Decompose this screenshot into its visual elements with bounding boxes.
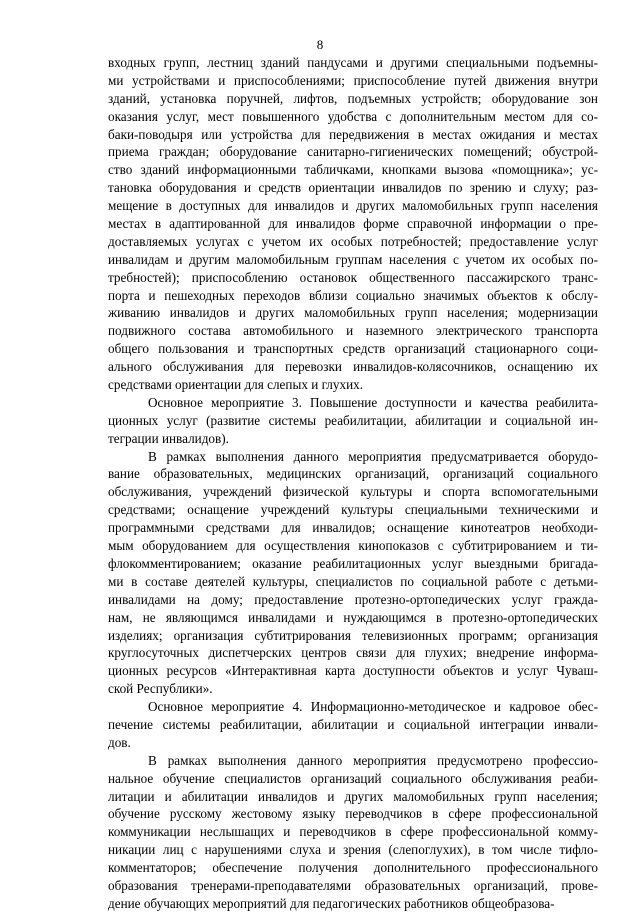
paragraph [108, 54, 598, 394]
text-line: дов. [108, 734, 131, 750]
text-line: Основное мероприятие 3. Повышение доступности и качества реабилита- [148, 394, 598, 410]
text-line: зданий, установка поручней, лифтов, подъемных устройств; оборудование зон [108, 90, 598, 106]
text-line: требностей); приспособлению остановок общественного пассажирского транс- [108, 269, 598, 285]
text-line: круглосуточных диспетчерских центров связи для глухих; внедрение информа- [108, 645, 598, 661]
text-line: инвалидами на дому; предоставление протезно-ортопедических услуг гражда- [108, 591, 598, 607]
text-line: ционных услуг (развитие системы реабилитации, абилитации и социальной ин- [108, 412, 598, 428]
document-body [108, 54, 598, 913]
text-line: мещение в доступных для инвалидов и других маломобильных групп населения [108, 198, 598, 214]
text-line: ального обслуживания для перевозки инвалидов-колясочников, оснащению их [108, 359, 598, 375]
text-line: теграции инвалидов). [108, 430, 229, 446]
text-line: обслуживания, учреждений физической культуры и спорта вспомогательными [108, 484, 598, 500]
text-line: дение обучающих мероприятий для педагогических работников общеобразова- [108, 895, 555, 911]
text-line: нам, не являющимся инвалидами и нуждающимся в протезно-ортопедических [108, 609, 598, 625]
text-line: ской Республики». [108, 681, 213, 697]
paragraph [108, 752, 598, 913]
text-line: программными средствами для инвалидов; оснащение кинотеатров необходи- [108, 520, 598, 536]
text-line: изделиях; организация субтитрирования телевизионных программ; организация [108, 627, 598, 643]
text-line: доставляемых услугах с учетом их особых потребностей; предоставление услуг [108, 233, 598, 249]
text-line: порта и пешеходных переходов вблизи социально значимых объектов к обслу- [108, 287, 598, 303]
text-line: образования тренерами-преподавателями образовательных организаций, прове- [108, 877, 598, 893]
text-line: комментаторов; обеспечение получения дополнительного профессионального [108, 860, 598, 876]
text-line: живанию инвалидов и других маломобильных групп населения; модернизации [108, 305, 598, 321]
text-line: средствами; оснащение учреждений культуры специальными техническими и [108, 502, 598, 518]
text-line: тановка оборудования и средств ориентации инвалидов по зрению и слуху; раз- [108, 180, 598, 196]
text-line: коммуникации неслышащих и переводчиков в сфере профессиональной комму- [108, 824, 598, 840]
text-line: литации и абилитации инвалидов и других маломобильных групп населения; [108, 788, 598, 804]
text-line: Основное мероприятие 4. Информационно-методическое и кадровое обес- [148, 699, 598, 715]
paragraph [108, 394, 598, 448]
text-line: флокомментированием; оказание реабилитационных услуг выездными бригада- [108, 555, 598, 571]
text-line: инвалидам и другим маломобильным группам населения с учетом их особых по- [108, 251, 598, 267]
text-line: подвижного состава автомобильного и наземного электрического транспорта [108, 323, 598, 339]
text-line: В рамках выполнения данного мероприятия предусматривается оборудо- [148, 448, 598, 464]
text-line: ми в составе деятелей культуры, специалистов по социальной работе с детьми- [108, 573, 598, 589]
text-line: ство зданий информационными табличками, кнопками вызова «помощника»; ус- [108, 162, 598, 178]
text-line: нальное обучение специалистов организаций социального обслуживания реаби- [108, 770, 598, 786]
text-line: мым оборудованием для осуществления кинопоказов с субтитрированием и ти- [108, 538, 598, 554]
text-line: ми устройствами и приспособлениями; приспособление путей движения внутри [108, 72, 598, 88]
text-line: никации лиц с нарушениями слуха и зрения (слепоглухих), в том числе тифло- [108, 842, 598, 858]
text-line: приема граждан; оборудование санитарно-гигиенических помещений; обустрой- [108, 144, 598, 160]
text-line: ционных ресурсов «Интерактивная карта доступности объектов и услуг Чуваш- [108, 663, 598, 679]
text-line: В рамках выполнения данного мероприятия предусмотрено профессио- [148, 752, 598, 768]
text-line: общего пользования и транспортных средств организаций стационарного соци- [108, 341, 598, 357]
paragraph [108, 698, 598, 752]
text-line: обучение русскому жестовому языку переводчиков в сфере профессиональной [108, 806, 598, 822]
page-number: 8 [316, 37, 324, 52]
text-line: местах в адаптированной для инвалидов форме справочной информации о пре- [108, 216, 598, 232]
text-line: печение системы реабилитации, абилитации и социальной интеграции инвали- [108, 716, 598, 732]
paragraph [108, 448, 598, 698]
text-line: вание образовательных, медицинских организаций, организаций социального [108, 466, 598, 482]
text-line: средствами ориентации для слепых и глухих. [108, 377, 364, 393]
text-line: оказания услуг, мест повышенного удобства с дополнительным местом для со- [108, 108, 598, 124]
text-line: баки-поводыря или устройства для передвижения в местах ожидания и местах [108, 126, 598, 142]
text-line: входных групп, лестниц зданий пандусами и другими специальными подъемны- [108, 55, 598, 70]
